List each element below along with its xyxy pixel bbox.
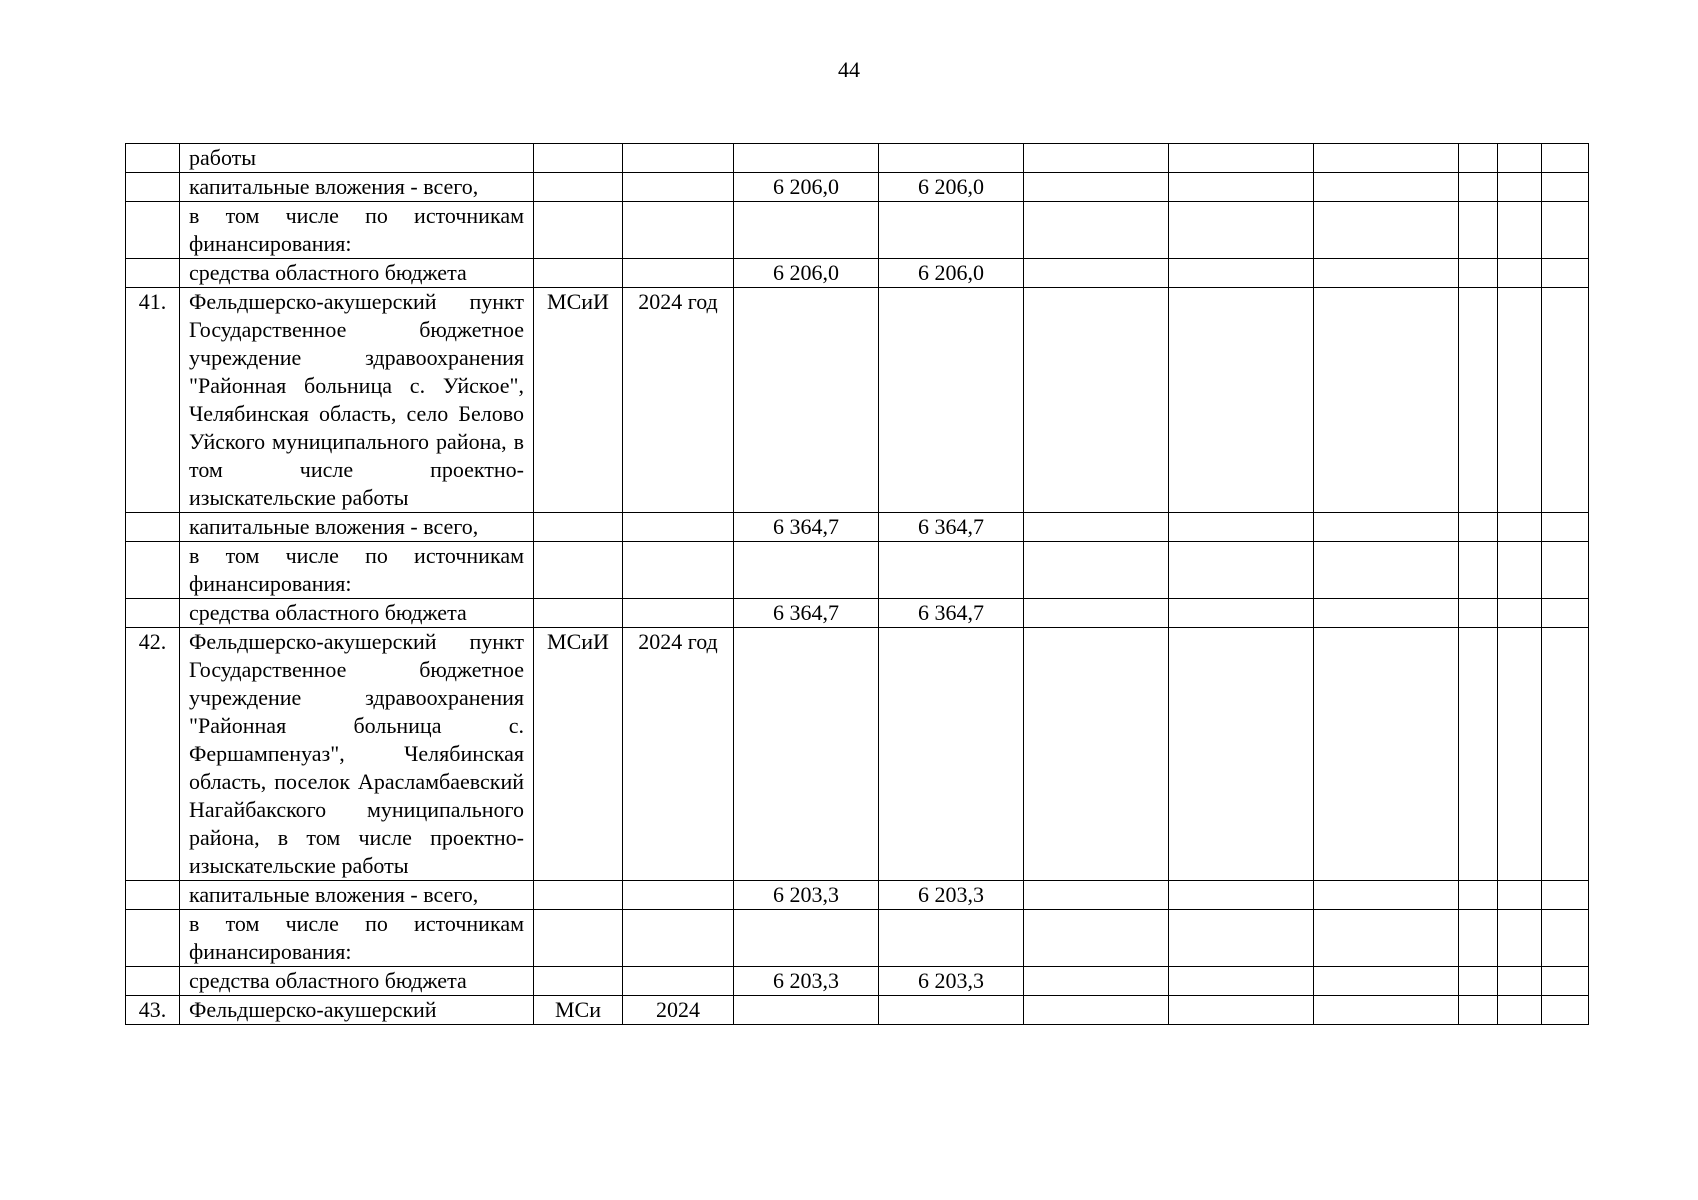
row-empty-cell (1542, 513, 1589, 542)
row-empty-cell (1169, 910, 1314, 967)
row-empty-cell (1459, 910, 1498, 967)
row-description: средства областного бюджета (180, 259, 534, 288)
page-number: 44 (838, 57, 860, 82)
row-period: 2024 (623, 996, 734, 1025)
row-value-year: 6 364,7 (879, 599, 1024, 628)
row-empty-cell (1542, 996, 1589, 1025)
row-description: Фельдшерско-акушерский пункт Государственное бюджетное учреждение здравоохранения "Районная больница с. Уйское", Челябинская область, село Белово Уйского муниципального района, в том числе проектно-изыскательские работы (180, 288, 534, 513)
row-description: капитальные вложения - всего, (180, 513, 534, 542)
row-description: в том числе по источникам финансирования: (180, 542, 534, 599)
table-row (126, 599, 1589, 628)
row-responsible (534, 967, 623, 996)
row-number (126, 144, 180, 173)
row-empty-cell (1459, 599, 1498, 628)
row-empty-cell (1024, 288, 1169, 513)
row-number: 42. (126, 628, 180, 881)
row-empty-cell (1459, 288, 1498, 513)
row-responsible: МСиИ (534, 288, 623, 513)
row-empty-cell (1314, 202, 1459, 259)
row-number (126, 259, 180, 288)
row-empty-cell (1024, 967, 1169, 996)
row-value-total: 6 206,0 (734, 173, 879, 202)
row-empty-cell (1024, 910, 1169, 967)
row-value-year (879, 288, 1024, 513)
table-row (126, 881, 1589, 910)
row-empty-cell (1542, 259, 1589, 288)
row-empty-cell (1542, 173, 1589, 202)
row-empty-cell (1542, 628, 1589, 881)
row-description: капитальные вложения - всего, (180, 881, 534, 910)
row-value-year: 6 206,0 (879, 173, 1024, 202)
row-empty-cell (1314, 881, 1459, 910)
row-value-total: 6 364,7 (734, 513, 879, 542)
row-period: 2024 год (623, 288, 734, 513)
row-description: в том числе по источникам финансирования: (180, 910, 534, 967)
row-number: 41. (126, 288, 180, 513)
row-empty-cell (1459, 881, 1498, 910)
row-value-year (879, 628, 1024, 881)
row-empty-cell (1459, 259, 1498, 288)
row-empty-cell (1498, 202, 1542, 259)
row-empty-cell (1498, 628, 1542, 881)
row-empty-cell (1498, 910, 1542, 967)
row-period (623, 202, 734, 259)
row-empty-cell (1169, 881, 1314, 910)
row-period (623, 599, 734, 628)
row-empty-cell (1314, 599, 1459, 628)
row-value-total: 6 203,3 (734, 967, 879, 996)
row-number (126, 599, 180, 628)
row-empty-cell (1169, 542, 1314, 599)
row-value-year: 6 203,3 (879, 967, 1024, 996)
row-responsible (534, 173, 623, 202)
row-empty-cell (1498, 513, 1542, 542)
row-value-year: 6 206,0 (879, 259, 1024, 288)
row-empty-cell (1542, 144, 1589, 173)
row-number (126, 513, 180, 542)
row-empty-cell (1498, 599, 1542, 628)
row-responsible (534, 202, 623, 259)
row-empty-cell (1314, 910, 1459, 967)
row-empty-cell (1459, 202, 1498, 259)
row-value-year (879, 144, 1024, 173)
row-empty-cell (1459, 967, 1498, 996)
row-responsible (534, 910, 623, 967)
table-row (126, 288, 1589, 513)
row-responsible (534, 542, 623, 599)
row-responsible (534, 881, 623, 910)
row-empty-cell (1542, 599, 1589, 628)
table-row (126, 259, 1589, 288)
row-empty-cell (1314, 144, 1459, 173)
row-empty-cell (1024, 628, 1169, 881)
row-empty-cell (1498, 542, 1542, 599)
row-description: Фельдшерско-акушерский (180, 996, 534, 1025)
row-empty-cell (1314, 542, 1459, 599)
row-value-year (879, 910, 1024, 967)
row-period (623, 144, 734, 173)
row-value-year (879, 542, 1024, 599)
row-empty-cell (1024, 144, 1169, 173)
row-description: в том числе по источникам финансирования: (180, 202, 534, 259)
row-empty-cell (1169, 996, 1314, 1025)
row-empty-cell (1314, 288, 1459, 513)
row-empty-cell (1169, 173, 1314, 202)
row-period (623, 259, 734, 288)
row-value-total (734, 628, 879, 881)
table-row (126, 542, 1589, 599)
row-period (623, 173, 734, 202)
row-number (126, 542, 180, 599)
row-empty-cell (1024, 513, 1169, 542)
row-empty-cell (1542, 881, 1589, 910)
row-empty-cell (1542, 288, 1589, 513)
row-empty-cell (1169, 513, 1314, 542)
row-empty-cell (1024, 542, 1169, 599)
row-empty-cell (1169, 288, 1314, 513)
row-value-total (734, 144, 879, 173)
row-description: капитальные вложения - всего, (180, 173, 534, 202)
row-number (126, 173, 180, 202)
table-row (126, 996, 1589, 1025)
row-empty-cell (1498, 259, 1542, 288)
row-number (126, 202, 180, 259)
row-empty-cell (1169, 259, 1314, 288)
row-description: работы (180, 144, 534, 173)
row-value-total (734, 202, 879, 259)
row-value-total (734, 288, 879, 513)
row-empty-cell (1024, 881, 1169, 910)
row-value-total (734, 996, 879, 1025)
row-number (126, 967, 180, 996)
row-empty-cell (1498, 881, 1542, 910)
row-period (623, 910, 734, 967)
row-empty-cell (1459, 513, 1498, 542)
row-description: средства областного бюджета (180, 599, 534, 628)
row-value-year (879, 202, 1024, 259)
row-empty-cell (1498, 288, 1542, 513)
row-period (623, 881, 734, 910)
table-row (126, 910, 1589, 967)
row-empty-cell (1459, 173, 1498, 202)
row-number (126, 910, 180, 967)
table-row (126, 173, 1589, 202)
row-empty-cell (1024, 599, 1169, 628)
row-empty-cell (1169, 599, 1314, 628)
row-empty-cell (1314, 513, 1459, 542)
table-row (126, 513, 1589, 542)
row-period (623, 967, 734, 996)
row-empty-cell (1542, 967, 1589, 996)
row-number: 43. (126, 996, 180, 1025)
row-value-total: 6 203,3 (734, 881, 879, 910)
row-empty-cell (1169, 628, 1314, 881)
row-empty-cell (1024, 202, 1169, 259)
row-empty-cell (1459, 542, 1498, 599)
row-responsible: МСи (534, 996, 623, 1025)
row-responsible (534, 513, 623, 542)
row-empty-cell (1314, 967, 1459, 996)
row-empty-cell (1498, 967, 1542, 996)
row-empty-cell (1498, 996, 1542, 1025)
row-responsible (534, 144, 623, 173)
row-empty-cell (1459, 144, 1498, 173)
row-empty-cell (1542, 542, 1589, 599)
row-empty-cell (1459, 996, 1498, 1025)
row-empty-cell (1498, 173, 1542, 202)
row-empty-cell (1024, 996, 1169, 1025)
row-responsible: МСиИ (534, 628, 623, 881)
row-description: средства областного бюджета (180, 967, 534, 996)
row-value-year: 6 203,3 (879, 881, 1024, 910)
row-value-total: 6 206,0 (734, 259, 879, 288)
row-period (623, 542, 734, 599)
row-empty-cell (1024, 259, 1169, 288)
row-empty-cell (1314, 173, 1459, 202)
row-empty-cell (1542, 202, 1589, 259)
row-responsible (534, 599, 623, 628)
row-empty-cell (1169, 202, 1314, 259)
row-period: 2024 год (623, 628, 734, 881)
row-value-total: 6 364,7 (734, 599, 879, 628)
table-row (126, 202, 1589, 259)
row-value-year (879, 996, 1024, 1025)
row-empty-cell (1459, 628, 1498, 881)
row-empty-cell (1314, 628, 1459, 881)
row-empty-cell (1314, 259, 1459, 288)
row-empty-cell (1024, 173, 1169, 202)
row-empty-cell (1169, 967, 1314, 996)
row-description: Фельдшерско-акушерский пункт Государственное бюджетное учреждение здравоохранения "Районная больница с. Фершампенуаз", Челябинская область, поселок Арасламбаевский Нагайбакского муниципального района, в том числе проектно-изыскательские работы (180, 628, 534, 881)
row-empty-cell (1542, 910, 1589, 967)
row-empty-cell (1169, 144, 1314, 173)
row-empty-cell (1314, 996, 1459, 1025)
row-responsible (534, 259, 623, 288)
table-row (126, 628, 1589, 881)
row-value-total (734, 542, 879, 599)
row-value-total (734, 910, 879, 967)
table-row (126, 967, 1589, 996)
row-empty-cell (1498, 144, 1542, 173)
row-period (623, 513, 734, 542)
row-value-year: 6 364,7 (879, 513, 1024, 542)
table-row (126, 144, 1589, 173)
row-number (126, 881, 180, 910)
investment-table (125, 143, 1589, 1025)
